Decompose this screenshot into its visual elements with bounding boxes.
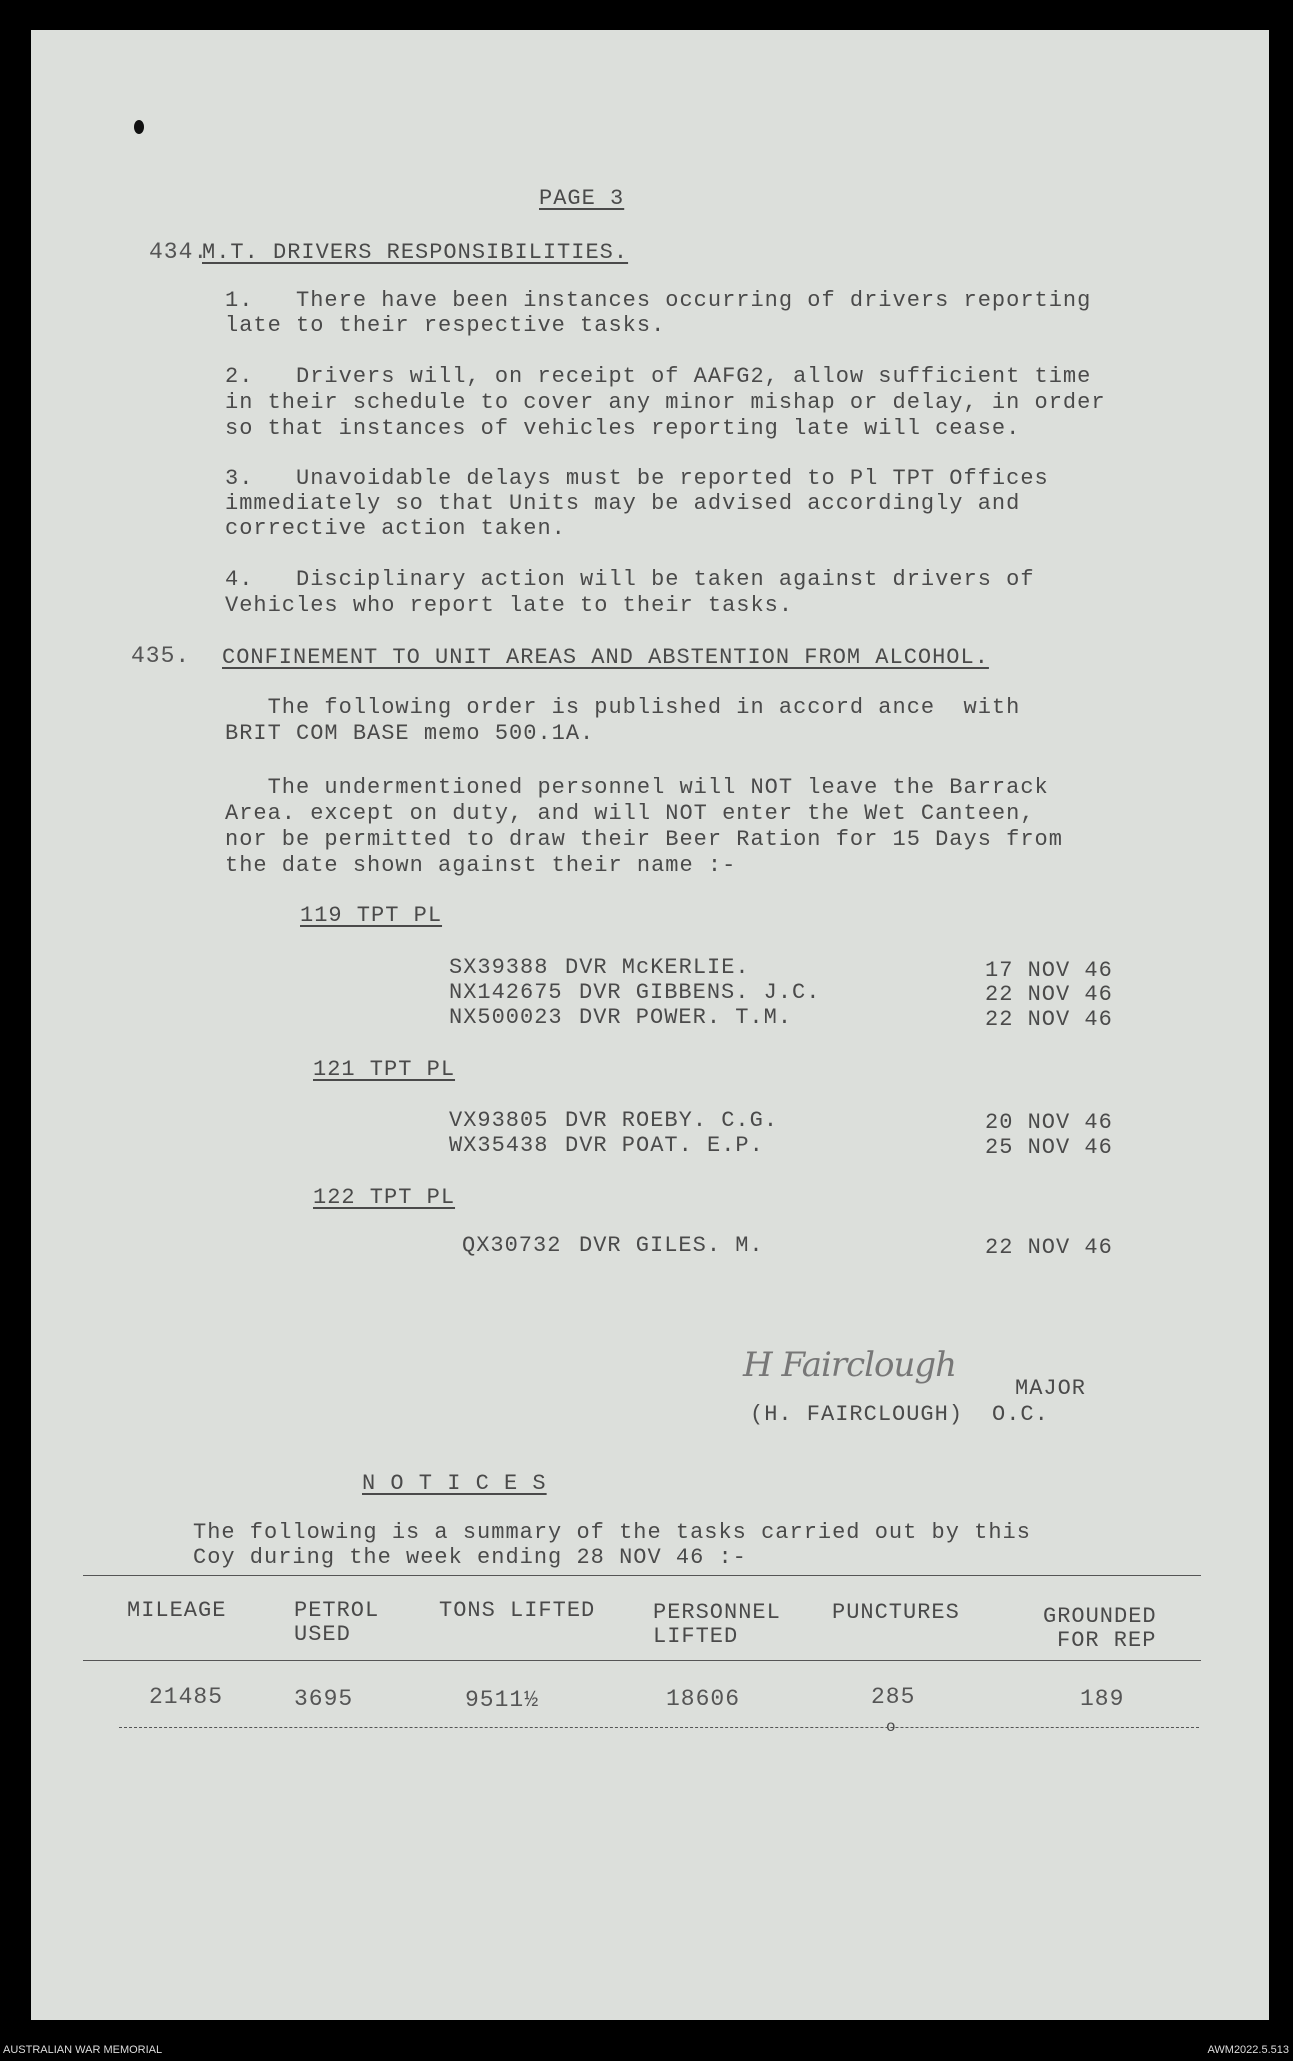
handwritten-signature: H Fairclough <box>743 1345 957 1385</box>
archive-reference: AWM2022.5.513 <box>1207 2044 1289 2056</box>
table-header-petrol: PETROL <box>294 1598 380 1623</box>
confinement-date: 25 NOV 46 <box>985 1135 1113 1160</box>
service-number: WX35438 <box>449 1133 549 1158</box>
section-434-heading: M.T. DRIVERS RESPONSIBILITIES. <box>202 240 629 265</box>
s435-para1-line1: The following order is published in accord ance with <box>225 695 1021 720</box>
s435-para2-line4: the date shown against their name :- <box>225 853 737 878</box>
driver-name: DVR McKERLIE. <box>565 955 750 980</box>
confinement-date: 22 NOV 46 <box>985 1235 1113 1260</box>
s434-p1-line1: 1. There have been instances occurring of drivers reporting <box>225 288 1092 313</box>
section-434-number: 434. <box>149 239 209 265</box>
platoon-heading: 122 TPT PL <box>313 1185 456 1210</box>
notices-intro-line1: The following is a summary of the tasks carried out by this <box>193 1520 1031 1545</box>
service-number: VX93805 <box>449 1108 549 1133</box>
s435-para2-line1: The undermentioned personnel will NOT leave the Barrack <box>225 775 1049 800</box>
table-header-grounded-2: FOR REP <box>1057 1628 1157 1653</box>
table-header-petrol-2: USED <box>294 1622 351 1647</box>
s434-p4-line1: 4. Disciplinary action will be taken against drivers of <box>225 567 1035 592</box>
confinement-date: 17 NOV 46 <box>985 958 1113 983</box>
section-435-number: 435. <box>131 643 191 669</box>
table-footer-mark: o <box>886 1718 897 1736</box>
signature-name: (H. FAIRCLOUGH) <box>750 1402 964 1427</box>
table-header-personnel-2: LIFTED <box>653 1624 739 1649</box>
s434-p2-line3: so that instances of vehicles reporting late will cease. <box>225 416 1021 441</box>
s435-para2-line3: nor be permitted to draw their Beer Ration for 15 Days from <box>225 827 1063 852</box>
section-435-heading: CONFINEMENT TO UNIT AREAS AND ABSTENTION FROM ALCOHOL. <box>222 645 989 670</box>
driver-name: DVR GIBBENS. J.C. <box>579 980 821 1005</box>
table-header-tons: TONS LIFTED <box>439 1598 596 1623</box>
value-mileage: 21485 <box>149 1684 224 1710</box>
notices-heading: N O T I C E S <box>362 1471 547 1496</box>
page-number: PAGE 3 <box>539 186 625 211</box>
value-personnel: 18606 <box>666 1686 741 1712</box>
ink-spot <box>134 120 144 134</box>
service-number: NX500023 <box>449 1005 563 1030</box>
table-header-personnel: PERSONNEL <box>653 1600 781 1625</box>
table-mid-rule <box>83 1660 1201 1661</box>
document-page <box>31 30 1269 2020</box>
table-bottom-rule <box>119 1727 1199 1728</box>
driver-name: DVR ROEBY. C.G. <box>565 1108 779 1133</box>
s434-p1-line2: late to their respective tasks. <box>225 313 666 338</box>
s435-para1-line2: BRIT COM BASE memo 500.1A. <box>225 721 595 746</box>
archive-name: AUSTRALIAN WAR MEMORIAL <box>3 2044 163 2056</box>
s435-para2-line2: Area. except on duty, and will NOT enter the Wet Canteen, <box>225 801 1035 826</box>
table-header-punctures: PUNCTURES <box>832 1600 960 1625</box>
driver-name: DVR POWER. T.M. <box>579 1005 793 1030</box>
s434-p2-line1: 2. Drivers will, on receipt of AAFG2, allow sufficient time <box>225 364 1092 389</box>
table-top-rule <box>83 1575 1201 1576</box>
driver-name: DVR POAT. E.P. <box>565 1133 764 1158</box>
table-header-mileage: MILEAGE <box>127 1598 227 1623</box>
s434-p3-line2: immediately so that Units may be advised accordingly and <box>225 491 1021 516</box>
value-punctures: 285 <box>871 1684 916 1710</box>
confinement-date: 22 NOV 46 <box>985 1007 1113 1032</box>
service-number: SX39388 <box>449 955 549 980</box>
table-header-grounded: GROUNDED <box>1043 1604 1157 1629</box>
service-number: QX30732 <box>462 1233 562 1258</box>
s434-p3-line1: 3. Unavoidable delays must be reported to Pl TPT Offices <box>225 466 1049 491</box>
value-grounded: 189 <box>1080 1686 1125 1712</box>
archive-footer <box>0 2040 1293 2061</box>
platoon-heading: 121 TPT PL <box>313 1057 456 1082</box>
signature-rank: MAJOR <box>1015 1376 1087 1401</box>
platoon-heading: 119 TPT PL <box>300 903 443 928</box>
s434-p4-line2: Vehicles who report late to their tasks. <box>225 593 794 618</box>
confinement-date: 20 NOV 46 <box>985 1110 1113 1135</box>
value-petrol: 3695 <box>294 1686 354 1712</box>
service-number: NX142675 <box>449 980 563 1005</box>
signature-role: O.C. <box>992 1402 1049 1427</box>
notices-intro-line2: Coy during the week ending 28 NOV 46 :- <box>193 1545 747 1570</box>
s434-p3-line3: corrective action taken. <box>225 516 566 541</box>
confinement-date: 22 NOV 46 <box>985 982 1113 1007</box>
s434-p2-line2: in their schedule to cover any minor mishap or delay, in order <box>225 390 1106 415</box>
driver-name: DVR GILES. M. <box>579 1233 764 1258</box>
value-tons: 9511½ <box>465 1687 540 1713</box>
